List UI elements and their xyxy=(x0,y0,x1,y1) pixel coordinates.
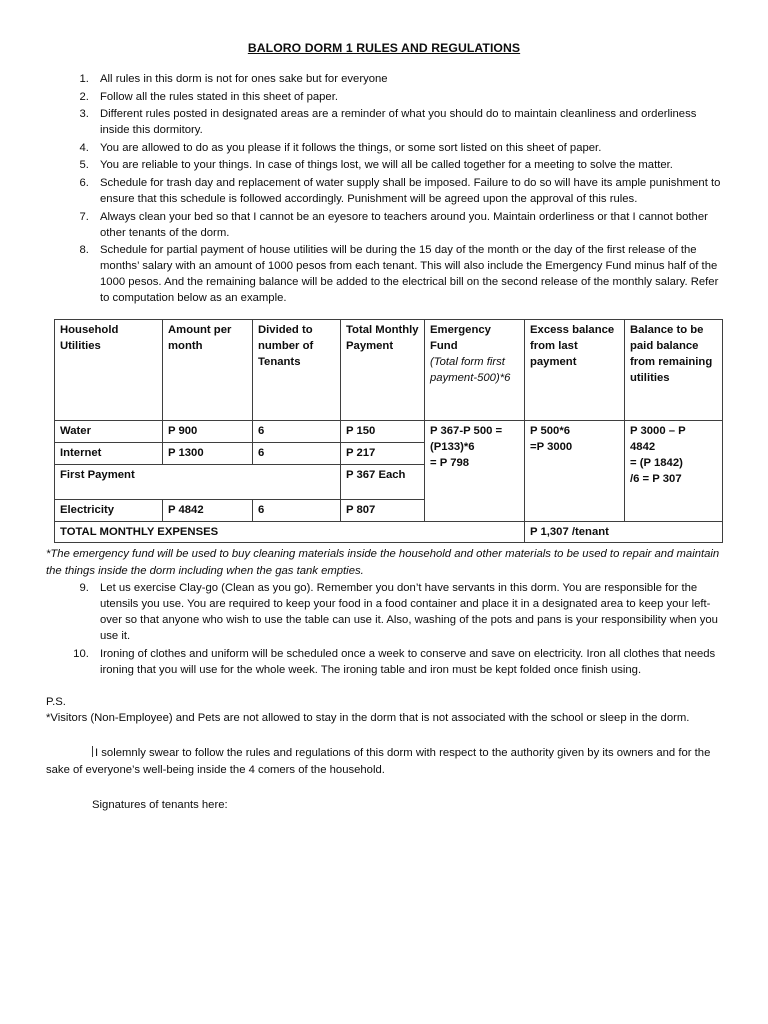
balance-calc-line-2: 4842 xyxy=(630,441,656,454)
rule-item xyxy=(92,580,722,644)
cell-divided: 6 xyxy=(253,500,341,522)
cell-amount: P 900 xyxy=(163,421,253,443)
postscript-text: *Visitors (Non-Employee) and Pets are not allowed to stay in the dorm that is not associated with the school or sleep in the dorm. xyxy=(46,712,690,725)
rule-text: 2. Follow all the rules stated in this sheet of paper. xyxy=(100,90,338,103)
rule-item xyxy=(92,140,722,156)
emergency-calc-line-1: P 367-P 500 = xyxy=(430,425,503,438)
header-emergency-fund-formula: (Total form first payment-500)*6 xyxy=(430,356,511,385)
header-excess-balance: Excess balance from last payment xyxy=(525,320,625,421)
header-total-monthly-payment: Total Monthly Payment xyxy=(341,320,425,421)
header-household-utilities: Household Utilities xyxy=(55,320,163,421)
cell-total-monthly: P 150 xyxy=(341,421,425,443)
utilities-table xyxy=(54,319,723,543)
cell-total-label: TOTAL MONTHLY EXPENSES xyxy=(55,522,525,543)
cell-emergency-fund-calculation xyxy=(425,421,525,522)
postscript-block xyxy=(46,694,722,727)
rule-item xyxy=(92,71,722,87)
rule-text: 1. All rules in this dorm is not for ones sake but for everyone xyxy=(100,73,388,86)
cell-first-payment-value: P 367 Each xyxy=(341,465,425,500)
emergency-fund-footnote: *The emergency fund will be used to buy cleaning materials inside the household and other materials to be used to repair and maintain the things inside the dorm including when the gas tank empties. xyxy=(46,548,720,577)
excess-calc-line-2: =P 3000 xyxy=(530,441,573,454)
table-row xyxy=(55,421,723,443)
rule-item xyxy=(92,157,722,173)
page-title: BALORO DORM 1 RULES AND REGULATIONS xyxy=(247,41,521,55)
signatures-label: Signatures of tenants here: xyxy=(92,799,228,812)
table-row-total xyxy=(55,522,723,543)
excess-calc-line-1: P 500*6 xyxy=(530,425,570,438)
rules-list-part-one xyxy=(46,71,722,306)
postscript-label: P.S. xyxy=(46,695,66,708)
text-cursor-icon xyxy=(92,746,93,757)
emergency-calc-line-2: (P133)*6 xyxy=(430,441,475,454)
table-header-row xyxy=(55,320,723,421)
rule-text: 7. Always clean your bed so that I cannot be an eyesore to teachers around you. Maintain orderliness or that I cannot bother other tenants of the dorm. xyxy=(100,210,708,239)
balance-calc-line-4: /6 = P 307 xyxy=(630,473,682,486)
oath-paragraph xyxy=(46,745,722,778)
header-amount-per-month: Amount per month xyxy=(163,320,253,421)
rule-text: 6. Schedule for trash day and replacement of water supply shall be imposed. Failure to do so will have its ample punishment to ensure that this schedule is followed accordingly. Punishment will be agreed upon the approval of this rules. xyxy=(100,177,721,206)
rule-item xyxy=(92,106,722,138)
rule-item xyxy=(92,242,722,306)
rules-list-part-two xyxy=(46,580,722,678)
rule-text: 3. Different rules posted in designated areas are a reminder of what you should do to maintain cleanliness and orderliness inside this dormitory. xyxy=(100,108,697,137)
balance-calc-line-1: P 3000 – P xyxy=(630,425,686,438)
utilities-table-container xyxy=(54,319,722,543)
cell-first-payment-label: First Payment xyxy=(55,465,341,500)
cell-utility-name: Internet xyxy=(55,443,163,465)
oath-text: I solemnly swear to follow the rules and regulations of this dorm with respect to the authority given by its owners and for the sake of everyone’s well-being inside the 4 comers of the household. xyxy=(46,747,711,776)
cell-total-monthly: P 807 xyxy=(341,500,425,522)
cell-divided: 6 xyxy=(253,421,341,443)
emergency-calc-line-3: = P 798 xyxy=(430,457,470,470)
rule-item xyxy=(92,209,722,241)
rule-text: 8. Schedule for partial payment of house utilities will be during the 15 day of the month or the day of the first release of the months’ salary with an amount of 1000 pesos from each tenant. This will also include the Emergency Fund minus half of the 1000 pesos. And the remaining balance will be added to the electrical bill on the second release of the monthly salary. Refer to computation below as an example. xyxy=(100,244,719,305)
balance-calc-line-3: = (P 1842) xyxy=(630,457,683,470)
rule-text: 5. You are reliable to your things. In case of things lost, we will all be called together for a meeting to solve the matter. xyxy=(100,159,673,172)
cell-excess-balance-calculation xyxy=(525,421,625,522)
rule-item xyxy=(92,175,722,207)
cell-total-value: P 1,307 /tenant xyxy=(525,522,723,543)
rule-item xyxy=(92,646,722,678)
cell-divided: 6 xyxy=(253,443,341,465)
cell-amount: P 4842 xyxy=(163,500,253,522)
rule-text: 10. Ironing of clothes and uniform will be scheduled once a week to conserve and save on electricity. Iron all clothes that needs ironing that you will use for the whole week. The ironing table and iron must be kept folded once finish using. xyxy=(100,647,716,676)
cell-balance-calculation xyxy=(625,421,723,522)
cell-utility-name: Water xyxy=(55,421,163,443)
cell-total-monthly: P 217 xyxy=(341,443,425,465)
header-emergency-fund xyxy=(425,320,525,421)
rule-text: 4. You are allowed to do as you please if it follows the things, or some sort listed on this sheet of paper. xyxy=(100,141,602,154)
header-divided-to-tenants: Divided to number of Tenants xyxy=(253,320,341,421)
header-emergency-fund-label: Emergency Fund xyxy=(430,324,491,353)
cell-amount: P 1300 xyxy=(163,443,253,465)
cell-utility-name: Electricity xyxy=(55,500,163,522)
header-balance-to-be-paid: Balance to be paid balance from remaining utilities xyxy=(625,320,723,421)
rule-text: 9. Let us exercise Clay-go (Clean as you go). Remember you don’t have servants in this dorm. You are responsible for the utensils you use. You are required to keep your food in a food container and place it in a designated area to keep your left-over so that anyone who wish to use the table can use it. Also, washing of the pots and pans is your responsibility when you use it. xyxy=(100,582,718,643)
rule-item xyxy=(92,89,722,105)
